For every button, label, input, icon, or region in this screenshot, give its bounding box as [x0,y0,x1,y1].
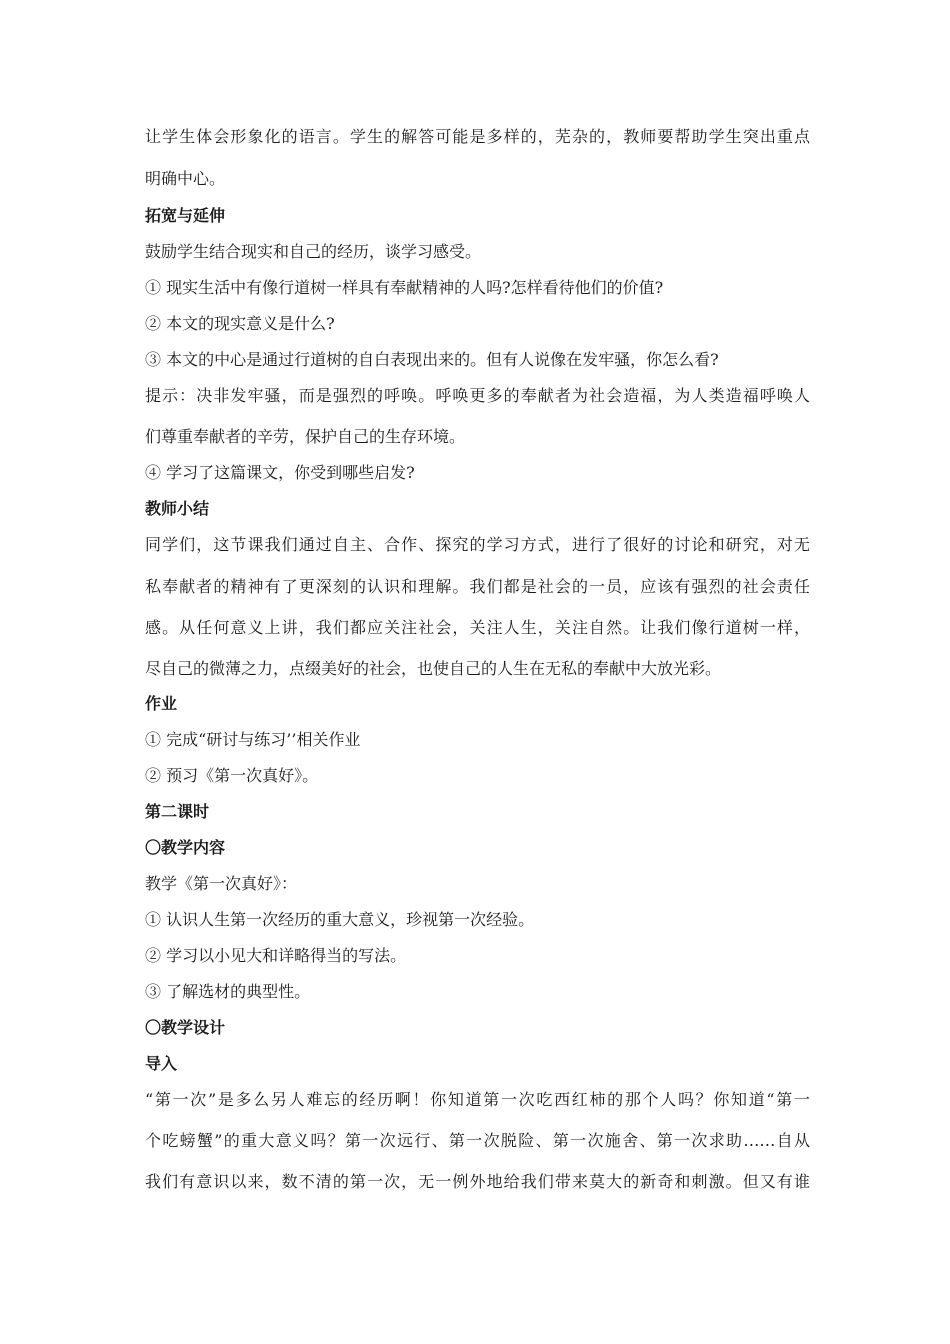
intro-line-1: 让学生体会形象化的语言。学生的解答可能是多样的，芜杂的，教师要帮助学生突出重点 [145,127,810,146]
summary-line-1: 同学们，这节课我们通过自主、合作、探究的学习方式，进行了很好的讨论和研究，对无 [145,535,810,554]
lesson2-heading: 第二课时 [145,802,210,821]
goal-3: ③ 了解选材的典型性。 [145,982,311,1001]
extension-heading: 拓宽与延伸 [145,206,226,225]
goal-1: ① 认识人生第一次经历的重大意义，珍视第一次经验。 [145,910,535,929]
intro-paragraph-line-1: “第一次”是多么另人难忘的经历啊！你知道第一次吃西红柿的那个人吗？你知道“第一 [145,1090,810,1109]
content-lead: 教学《第一次真好》： [145,874,298,893]
extension-question-3: ③ 本文的中心是通过行道树的自白表现出来的。但有人说像在发牢骚，你怎么看? [145,350,719,369]
intro-paragraph-line-3: 我们有意识以来，数不清的第一次，无一例外地给我们带来莫大的新奇和刺激。但又有谁 [145,1172,810,1191]
summary-line-3: 感。从任何意义上讲，我们都应关注社会，关注人生，关注自然。让我们像行道树一样， [145,618,810,637]
summary-heading: 教师小结 [145,499,210,518]
homework-heading: 作业 [145,694,178,713]
intro-heading: 导入 [145,1054,178,1073]
extension-hint-line-2: 们尊重奉献者的辛劳，保护自己的生存环境。 [145,427,466,446]
extension-lead: 鼓励学生结合现实和自己的经历，谈学习感受。 [145,242,482,261]
content-heading: 〇教学内容 [145,838,226,857]
homework-item-1: ① 完成“研讨与练习’’相关作业 [145,730,361,749]
summary-line-4: 尽自己的微薄之力，点缀美好的社会，也使自己的人生在无私的奉献中大放光彩。 [145,659,722,678]
extension-hint-line-1: 提示：决非发牢骚，而是强烈的呼唤。呼唤更多的奉献者为社会造福，为人类造福呼唤人 [145,386,810,405]
extension-question-4: ④ 学习了这篇课文，你受到哪些启发? [145,463,415,482]
intro-paragraph-line-2: 个吃螃蟹”的重大意义吗？第一次远行、第一次脱险、第一次施舍、第一次求助……自从 [145,1131,810,1150]
summary-line-2: 私奉献者的精神有了更深刻的认识和理解。我们都是社会的一员，应该有强烈的社会责任 [145,577,810,596]
design-heading: 〇教学设计 [145,1018,226,1037]
homework-item-2: ② 预习《第一次真好》。 [145,766,319,785]
extension-question-1: ① 现实生活中有像行道树一样具有奉献精神的人吗?怎样看待他们的价值? [145,278,664,297]
intro-line-2: 明确中心。 [145,169,226,188]
goal-2: ② 学习以小见大和详略得当的写法。 [145,946,407,965]
extension-question-2: ② 本文的现实意义是什么? [145,314,335,333]
